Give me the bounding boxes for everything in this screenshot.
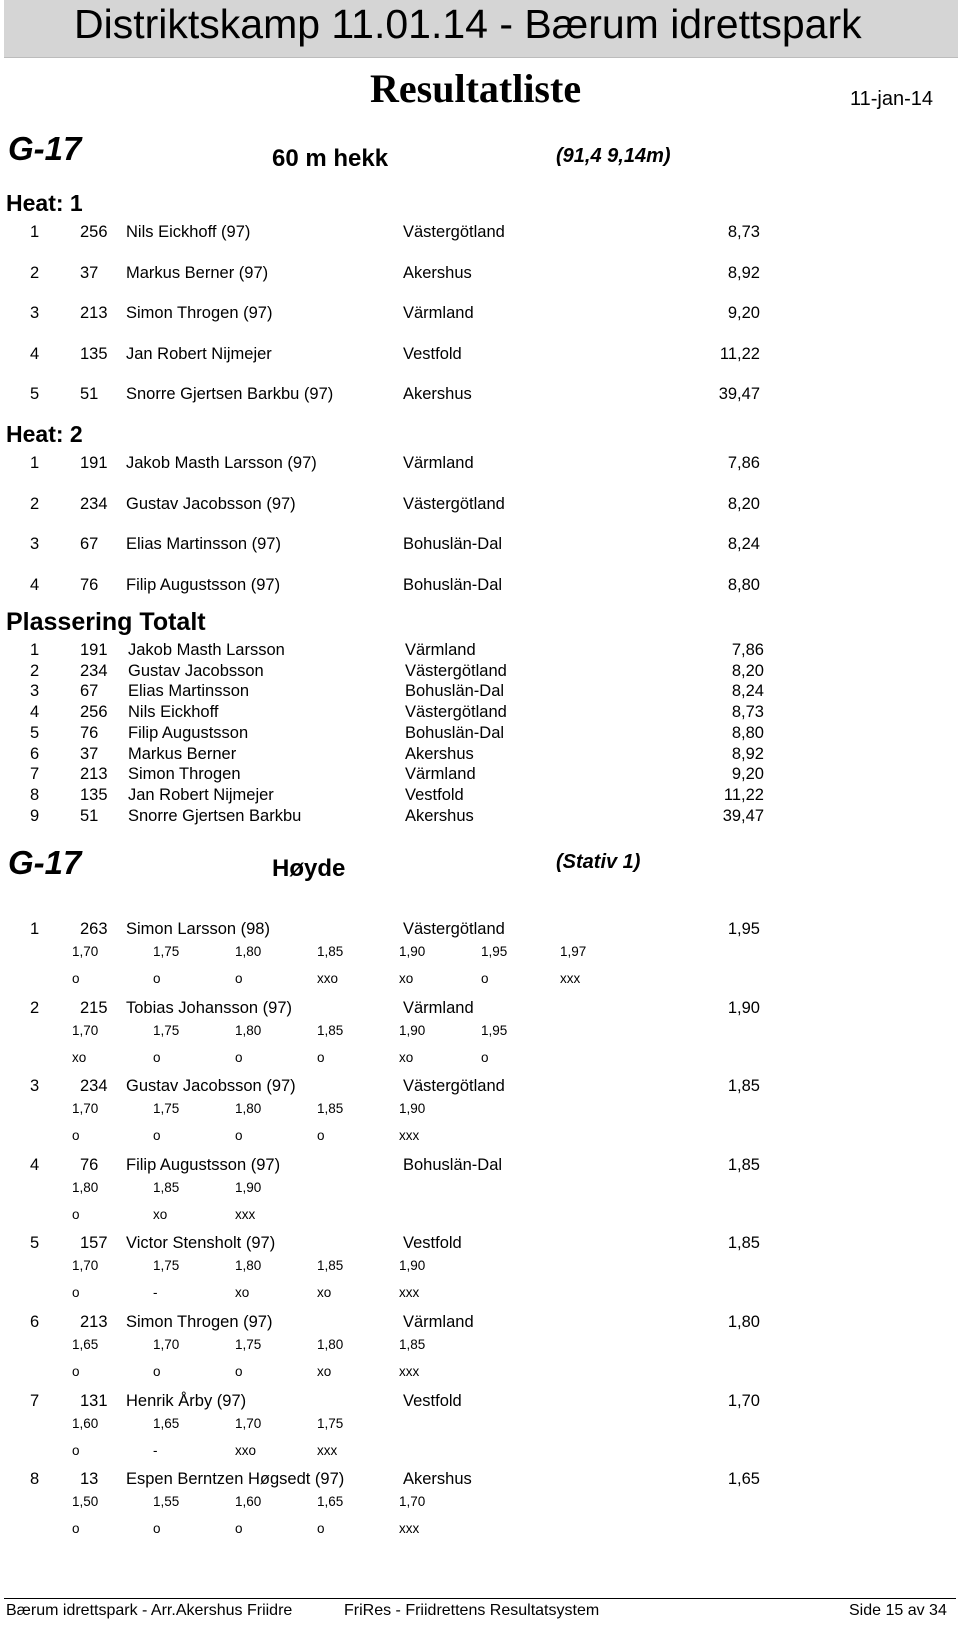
total-standings-heading: Plassering Totalt	[6, 608, 206, 636]
result-cell: 9,20	[727, 304, 760, 322]
bar-height-cell: 1,75	[153, 1258, 180, 1274]
bar-height-cell: 1,85	[153, 1179, 180, 1195]
athlete-name-cell: Filip Augustsson (97)	[126, 1155, 281, 1174]
place-cell: 7	[30, 765, 40, 784]
bar-height-cell: 1,90	[399, 1101, 426, 1117]
attempt-cell: xxx	[560, 971, 581, 986]
bar-height-cell: 1,70	[72, 1022, 99, 1038]
result-cell: 8,80	[727, 575, 760, 594]
bar-height-cell: 1,75	[153, 1022, 180, 1038]
heat-heading: Heat: 2	[6, 421, 83, 447]
heat-result-row	[0, 304, 960, 326]
bar-heights-row	[0, 944, 960, 962]
bar-height-cell: 1,90	[399, 944, 426, 959]
bar-height-cell: 1,75	[153, 944, 180, 959]
bar-height-cell: 1,95	[481, 1022, 508, 1038]
attempt-cell: xxx	[399, 1128, 420, 1144]
footer-organizer: Bærum idrettspark - Arr.Akershus Friidre	[6, 1602, 293, 1619]
place-cell: 9	[30, 806, 40, 825]
bar-heights-row	[0, 1416, 960, 1434]
club-cell: Akershus	[405, 744, 474, 763]
athlete-name-cell: Markus Berner	[128, 744, 237, 763]
attempt-cell: o	[317, 1521, 325, 1537]
attempt-cell: xo	[399, 971, 414, 986]
attempt-cell: o	[72, 1206, 80, 1222]
bar-height-cell: 1,50	[72, 1494, 99, 1510]
athlete-name-cell: Henrik Årby (97)	[126, 1391, 247, 1410]
attempt-cell: o	[235, 1521, 243, 1537]
result-cell: 8,20	[727, 494, 760, 513]
place-cell: 2	[30, 998, 40, 1017]
attempt-cell: o	[235, 1364, 243, 1379]
attempt-cell: o	[72, 1128, 80, 1144]
club-cell: Västergötland	[403, 494, 505, 513]
club-cell: Akershus	[405, 806, 474, 825]
bib-cell: 234	[80, 661, 108, 680]
club-cell: Bohuslän-Dal	[403, 575, 503, 594]
bar-height-cell: 1,85	[317, 944, 344, 959]
club-cell: Värmland	[403, 454, 474, 472]
result-cell: 11,22	[723, 785, 764, 804]
bib-cell: 135	[80, 344, 108, 363]
attempt-cell: o	[153, 1364, 161, 1379]
bar-height-cell: 1,97	[560, 944, 587, 959]
result-cell: 7,86	[731, 641, 764, 659]
bar-height-cell: 1,75	[235, 1337, 262, 1352]
attempt-cell: o	[153, 1128, 161, 1144]
bar-height-cell: 1,70	[153, 1337, 180, 1352]
bib-cell: 234	[80, 1077, 108, 1096]
result-cell: 8,92	[727, 263, 760, 282]
attempts-row	[0, 1207, 960, 1225]
result-cell: 39,47	[722, 806, 764, 825]
bar-heights-row	[0, 1180, 960, 1198]
place-cell: 1	[30, 223, 40, 241]
bar-height-cell: 1,70	[72, 944, 99, 959]
heat-result-row	[0, 454, 960, 476]
bib-cell: 215	[80, 998, 108, 1017]
place-cell: 5	[30, 1234, 40, 1253]
bar-height-cell: 1,65	[317, 1494, 344, 1510]
total-result-row	[0, 662, 960, 682]
heat-result-row	[0, 535, 960, 557]
bib-cell: 67	[80, 535, 99, 553]
place-cell: 4	[30, 344, 40, 363]
bar-heights-row	[0, 1258, 960, 1276]
bib-cell: 213	[80, 765, 108, 784]
meet-title: Distriktskamp 11.01.14 - Bærum idrettspark	[74, 1, 862, 47]
attempt-cell: xxx	[317, 1442, 338, 1458]
place-cell: 1	[30, 920, 40, 938]
bar-height-cell: 1,75	[153, 1101, 180, 1117]
athlete-name-cell: Filip Augustsson (97)	[126, 575, 281, 594]
club-cell: Västergötland	[403, 1077, 505, 1096]
highjump-result-row	[0, 920, 960, 942]
result-cell: 8,80	[731, 723, 764, 742]
place-cell: 1	[30, 641, 40, 659]
place-cell: 3	[30, 535, 40, 553]
result-cell: 1,95	[727, 920, 760, 938]
total-result-row	[0, 745, 960, 765]
page-footer	[0, 1602, 960, 1622]
bar-height-cell: 1,65	[72, 1337, 99, 1352]
place-cell: 4	[30, 1155, 40, 1174]
bib-cell: 67	[80, 682, 99, 701]
attempt-cell: xxo	[317, 971, 339, 986]
athlete-name-cell: Elias Martinsson (97)	[126, 535, 281, 553]
bib-cell: 191	[80, 641, 108, 659]
athlete-name-cell: Snorre Gjertsen Barkbu (97)	[126, 385, 334, 403]
bar-height-cell: 1,85	[399, 1337, 426, 1352]
result-cell: 9,20	[731, 765, 764, 784]
highjump-result-row	[0, 1156, 960, 1178]
place-cell: 8	[30, 785, 40, 804]
bib-cell: 135	[80, 785, 108, 804]
header-banner	[4, 0, 958, 58]
attempt-cell: xo	[317, 1364, 332, 1379]
attempt-cell: o	[72, 1442, 80, 1458]
athlete-name-cell: Nils Eickhoff (97)	[126, 223, 251, 241]
athlete-name-cell: Simon Larsson (98)	[126, 920, 270, 938]
athlete-name-cell: Tobias Johansson (97)	[126, 998, 293, 1017]
athlete-name-cell: Simon Throgen	[128, 765, 241, 784]
bar-height-cell: 1,70	[235, 1415, 262, 1431]
heat-result-row	[0, 495, 960, 517]
result-cell: 8,24	[727, 535, 760, 553]
heat-heading: Heat: 1	[6, 190, 83, 216]
result-cell: 1,85	[727, 1077, 760, 1096]
total-result-row	[0, 703, 960, 723]
place-cell: 5	[30, 723, 40, 742]
result-cell: 1,65	[727, 1470, 760, 1489]
club-cell: Västergötland	[403, 223, 505, 241]
attempts-row	[0, 1050, 960, 1068]
athlete-name-cell: Filip Augustsson	[128, 723, 249, 742]
result-cell: 1,85	[727, 1155, 760, 1174]
bar-height-cell: 1,80	[235, 1022, 262, 1038]
club-cell: Vestfold	[403, 1391, 462, 1410]
bar-height-cell: 1,70	[72, 1101, 99, 1117]
bar-heights-row	[0, 1494, 960, 1512]
result-cell: 8,20	[731, 661, 764, 680]
hurdles-class-label: G-17	[8, 130, 82, 167]
bar-heights-row	[0, 1023, 960, 1041]
attempt-cell: xo	[153, 1206, 168, 1222]
result-cell: 39,47	[718, 385, 760, 403]
place-cell: 6	[30, 1313, 40, 1331]
club-cell: Vestfold	[405, 785, 464, 804]
club-cell: Akershus	[403, 385, 472, 403]
athlete-name-cell: Jakob Masth Larsson	[128, 641, 285, 659]
bib-cell: 213	[80, 304, 108, 322]
result-cell: 1,90	[727, 998, 760, 1017]
bar-height-cell: 1,85	[317, 1258, 344, 1274]
bar-height-cell: 1,75	[317, 1415, 344, 1431]
place-cell: 2	[30, 494, 40, 513]
attempt-cell: o	[153, 1521, 161, 1537]
athlete-name-cell: Victor Stensholt (97)	[126, 1234, 276, 1253]
bar-height-cell: 1,85	[317, 1101, 344, 1117]
result-cell: 1,70	[727, 1391, 760, 1410]
club-cell: Värmland	[403, 998, 474, 1017]
highjump-result-row	[0, 1313, 960, 1335]
club-cell: Värmland	[403, 304, 474, 322]
place-cell: 6	[30, 744, 40, 763]
bar-heights-row	[0, 1337, 960, 1355]
attempt-cell: xxx	[399, 1364, 420, 1379]
bib-cell: 76	[80, 1155, 99, 1174]
result-cell: 11,22	[719, 344, 760, 363]
bib-cell: 256	[80, 703, 108, 722]
document-date: 11-jan-14	[850, 88, 934, 110]
bib-cell: 51	[80, 385, 99, 403]
highjump-result-row	[0, 1470, 960, 1492]
total-result-row	[0, 724, 960, 744]
attempt-cell: o	[235, 971, 243, 986]
place-cell: 1	[30, 454, 40, 472]
footer-system: FriRes - Friidrettens Resultatsystem	[344, 1602, 600, 1619]
bar-height-cell: 1,90	[235, 1179, 262, 1195]
total-result-row	[0, 765, 960, 785]
athlete-name-cell: Nils Eickhoff	[128, 703, 219, 722]
club-cell: Bohuslän-Dal	[403, 535, 503, 553]
place-cell: 5	[30, 385, 40, 403]
bar-height-cell: 1,70	[72, 1258, 99, 1274]
highjump-event-spec: (Stativ 1)	[556, 851, 641, 873]
attempt-cell: o	[153, 1049, 161, 1065]
highjump-result-row	[0, 999, 960, 1021]
result-cell: 7,86	[727, 454, 760, 472]
club-cell: Västergötland	[405, 661, 507, 680]
bar-height-cell: 1,70	[399, 1494, 426, 1510]
highjump-result-row	[0, 1392, 960, 1414]
athlete-name-cell: Jan Robert Nijmejer	[126, 344, 272, 363]
attempts-row	[0, 1128, 960, 1146]
attempts-row	[0, 971, 960, 989]
attempt-cell: xo	[317, 1285, 332, 1301]
place-cell: 4	[30, 575, 40, 594]
bar-height-cell: 1,65	[153, 1415, 180, 1431]
attempt-cell: xxx	[399, 1521, 420, 1537]
attempt-cell: xxx	[235, 1206, 256, 1222]
heat-result-row	[0, 576, 960, 598]
attempt-cell: -	[153, 1442, 158, 1458]
attempts-row	[0, 1443, 960, 1461]
bib-cell: 131	[80, 1391, 108, 1410]
athlete-name-cell: Elias Martinsson	[128, 682, 250, 701]
highjump-result-row	[0, 1234, 960, 1256]
bar-height-cell: 1,55	[153, 1494, 180, 1510]
athlete-name-cell: Snorre Gjertsen Barkbu	[128, 806, 302, 825]
attempt-cell: xo	[399, 1049, 414, 1065]
attempts-row	[0, 1364, 960, 1382]
attempt-cell: xxo	[235, 1442, 257, 1458]
club-cell: Vestfold	[403, 1234, 462, 1253]
bar-height-cell: 1,80	[235, 1258, 262, 1274]
result-cell: 1,85	[727, 1234, 760, 1253]
heat-result-row	[0, 345, 960, 367]
result-cell: 1,80	[727, 1313, 760, 1331]
highjump-class-label: G-17	[8, 844, 82, 881]
bib-cell: 51	[80, 806, 99, 825]
bar-height-cell: 1,90	[399, 1022, 426, 1038]
bar-height-cell: 1,90	[399, 1258, 426, 1274]
total-result-row	[0, 807, 960, 827]
club-cell: Bohuslän-Dal	[405, 682, 505, 701]
attempts-row	[0, 1521, 960, 1539]
result-cell: 8,24	[731, 682, 764, 701]
bar-heights-row	[0, 1101, 960, 1119]
total-result-row	[0, 641, 960, 661]
attempt-cell: o	[481, 1049, 489, 1065]
club-cell: Västergötland	[403, 920, 505, 938]
bib-cell: 263	[80, 920, 108, 938]
attempt-cell: o	[235, 1128, 243, 1144]
athlete-name-cell: Gustav Jacobsson (97)	[126, 494, 296, 513]
attempt-cell: xo	[72, 1049, 87, 1065]
bib-cell: 256	[80, 223, 108, 241]
bib-cell: 157	[80, 1234, 108, 1253]
attempt-cell: -	[153, 1285, 158, 1301]
club-cell: Västergötland	[405, 703, 507, 722]
attempt-cell: o	[317, 1128, 325, 1144]
club-cell: Bohuslän-Dal	[405, 723, 505, 742]
bar-height-cell: 1,60	[72, 1415, 99, 1431]
place-cell: 4	[30, 703, 40, 722]
club-cell: Värmland	[405, 765, 476, 784]
bar-height-cell: 1,85	[317, 1022, 344, 1038]
bar-height-cell: 1,80	[235, 1101, 262, 1117]
place-cell: 3	[30, 682, 40, 701]
result-cell: 8,73	[727, 223, 760, 241]
athlete-name-cell: Jan Robert Nijmejer	[128, 785, 274, 804]
athlete-name-cell: Gustav Jacobsson	[128, 661, 264, 680]
document-title: Resultatliste	[370, 66, 582, 111]
club-cell: Värmland	[403, 1313, 474, 1331]
total-result-row	[0, 786, 960, 806]
attempt-cell: o	[72, 1364, 80, 1379]
bib-cell: 13	[80, 1470, 99, 1489]
bib-cell: 213	[80, 1313, 108, 1331]
bib-cell: 37	[80, 263, 99, 282]
place-cell: 8	[30, 1470, 40, 1489]
athlete-name-cell: Simon Throgen (97)	[126, 1313, 273, 1331]
place-cell: 3	[30, 1077, 40, 1096]
bib-cell: 234	[80, 494, 108, 513]
bar-height-cell: 1,60	[235, 1494, 262, 1510]
bib-cell: 37	[80, 744, 99, 763]
club-cell: Akershus	[403, 1470, 472, 1489]
athlete-name-cell: Simon Throgen (97)	[126, 304, 273, 322]
bib-cell: 191	[80, 454, 108, 472]
attempt-cell: o	[72, 971, 80, 986]
club-cell: Vestfold	[403, 344, 462, 363]
total-result-row	[0, 682, 960, 702]
bar-height-cell: 1,80	[235, 944, 262, 959]
heat-result-row	[0, 385, 960, 407]
athlete-name-cell: Espen Berntzen Høgsedt (97)	[126, 1470, 345, 1489]
attempt-cell: o	[317, 1049, 325, 1065]
attempt-cell: o	[235, 1049, 243, 1065]
attempts-row	[0, 1285, 960, 1303]
footer-divider	[4, 1598, 956, 1599]
bib-cell: 76	[80, 723, 99, 742]
footer-page-number: Side 15 av 34	[849, 1602, 947, 1619]
heat-result-row	[0, 264, 960, 286]
bib-cell: 76	[80, 575, 99, 594]
result-cell: 8,73	[731, 703, 764, 722]
athlete-name-cell: Gustav Jacobsson (97)	[126, 1077, 296, 1096]
bar-height-cell: 1,80	[72, 1179, 99, 1195]
heat-result-row	[0, 223, 960, 245]
place-cell: 7	[30, 1391, 40, 1410]
place-cell: 2	[30, 661, 40, 680]
result-cell: 8,92	[731, 744, 764, 763]
bar-height-cell: 1,80	[317, 1337, 344, 1352]
hurdles-event-name: 60 m hekk	[272, 145, 389, 172]
attempt-cell: o	[72, 1285, 80, 1301]
attempt-cell: o	[481, 971, 489, 986]
highjump-event-name: Høyde	[272, 855, 346, 882]
place-cell: 3	[30, 304, 40, 322]
attempt-cell: o	[72, 1521, 80, 1537]
bar-height-cell: 1,95	[481, 944, 508, 959]
club-cell: Akershus	[403, 263, 472, 282]
highjump-result-row	[0, 1077, 960, 1099]
attempt-cell: xo	[235, 1285, 250, 1301]
attempt-cell: o	[153, 971, 161, 986]
club-cell: Bohuslän-Dal	[403, 1155, 503, 1174]
hurdles-event-spec: (91,4 9,14m)	[556, 145, 671, 167]
athlete-name-cell: Jakob Masth Larsson (97)	[126, 454, 317, 472]
attempt-cell: xxx	[399, 1285, 420, 1301]
club-cell: Värmland	[405, 641, 476, 659]
athlete-name-cell: Markus Berner (97)	[126, 263, 269, 282]
place-cell: 2	[30, 263, 40, 282]
